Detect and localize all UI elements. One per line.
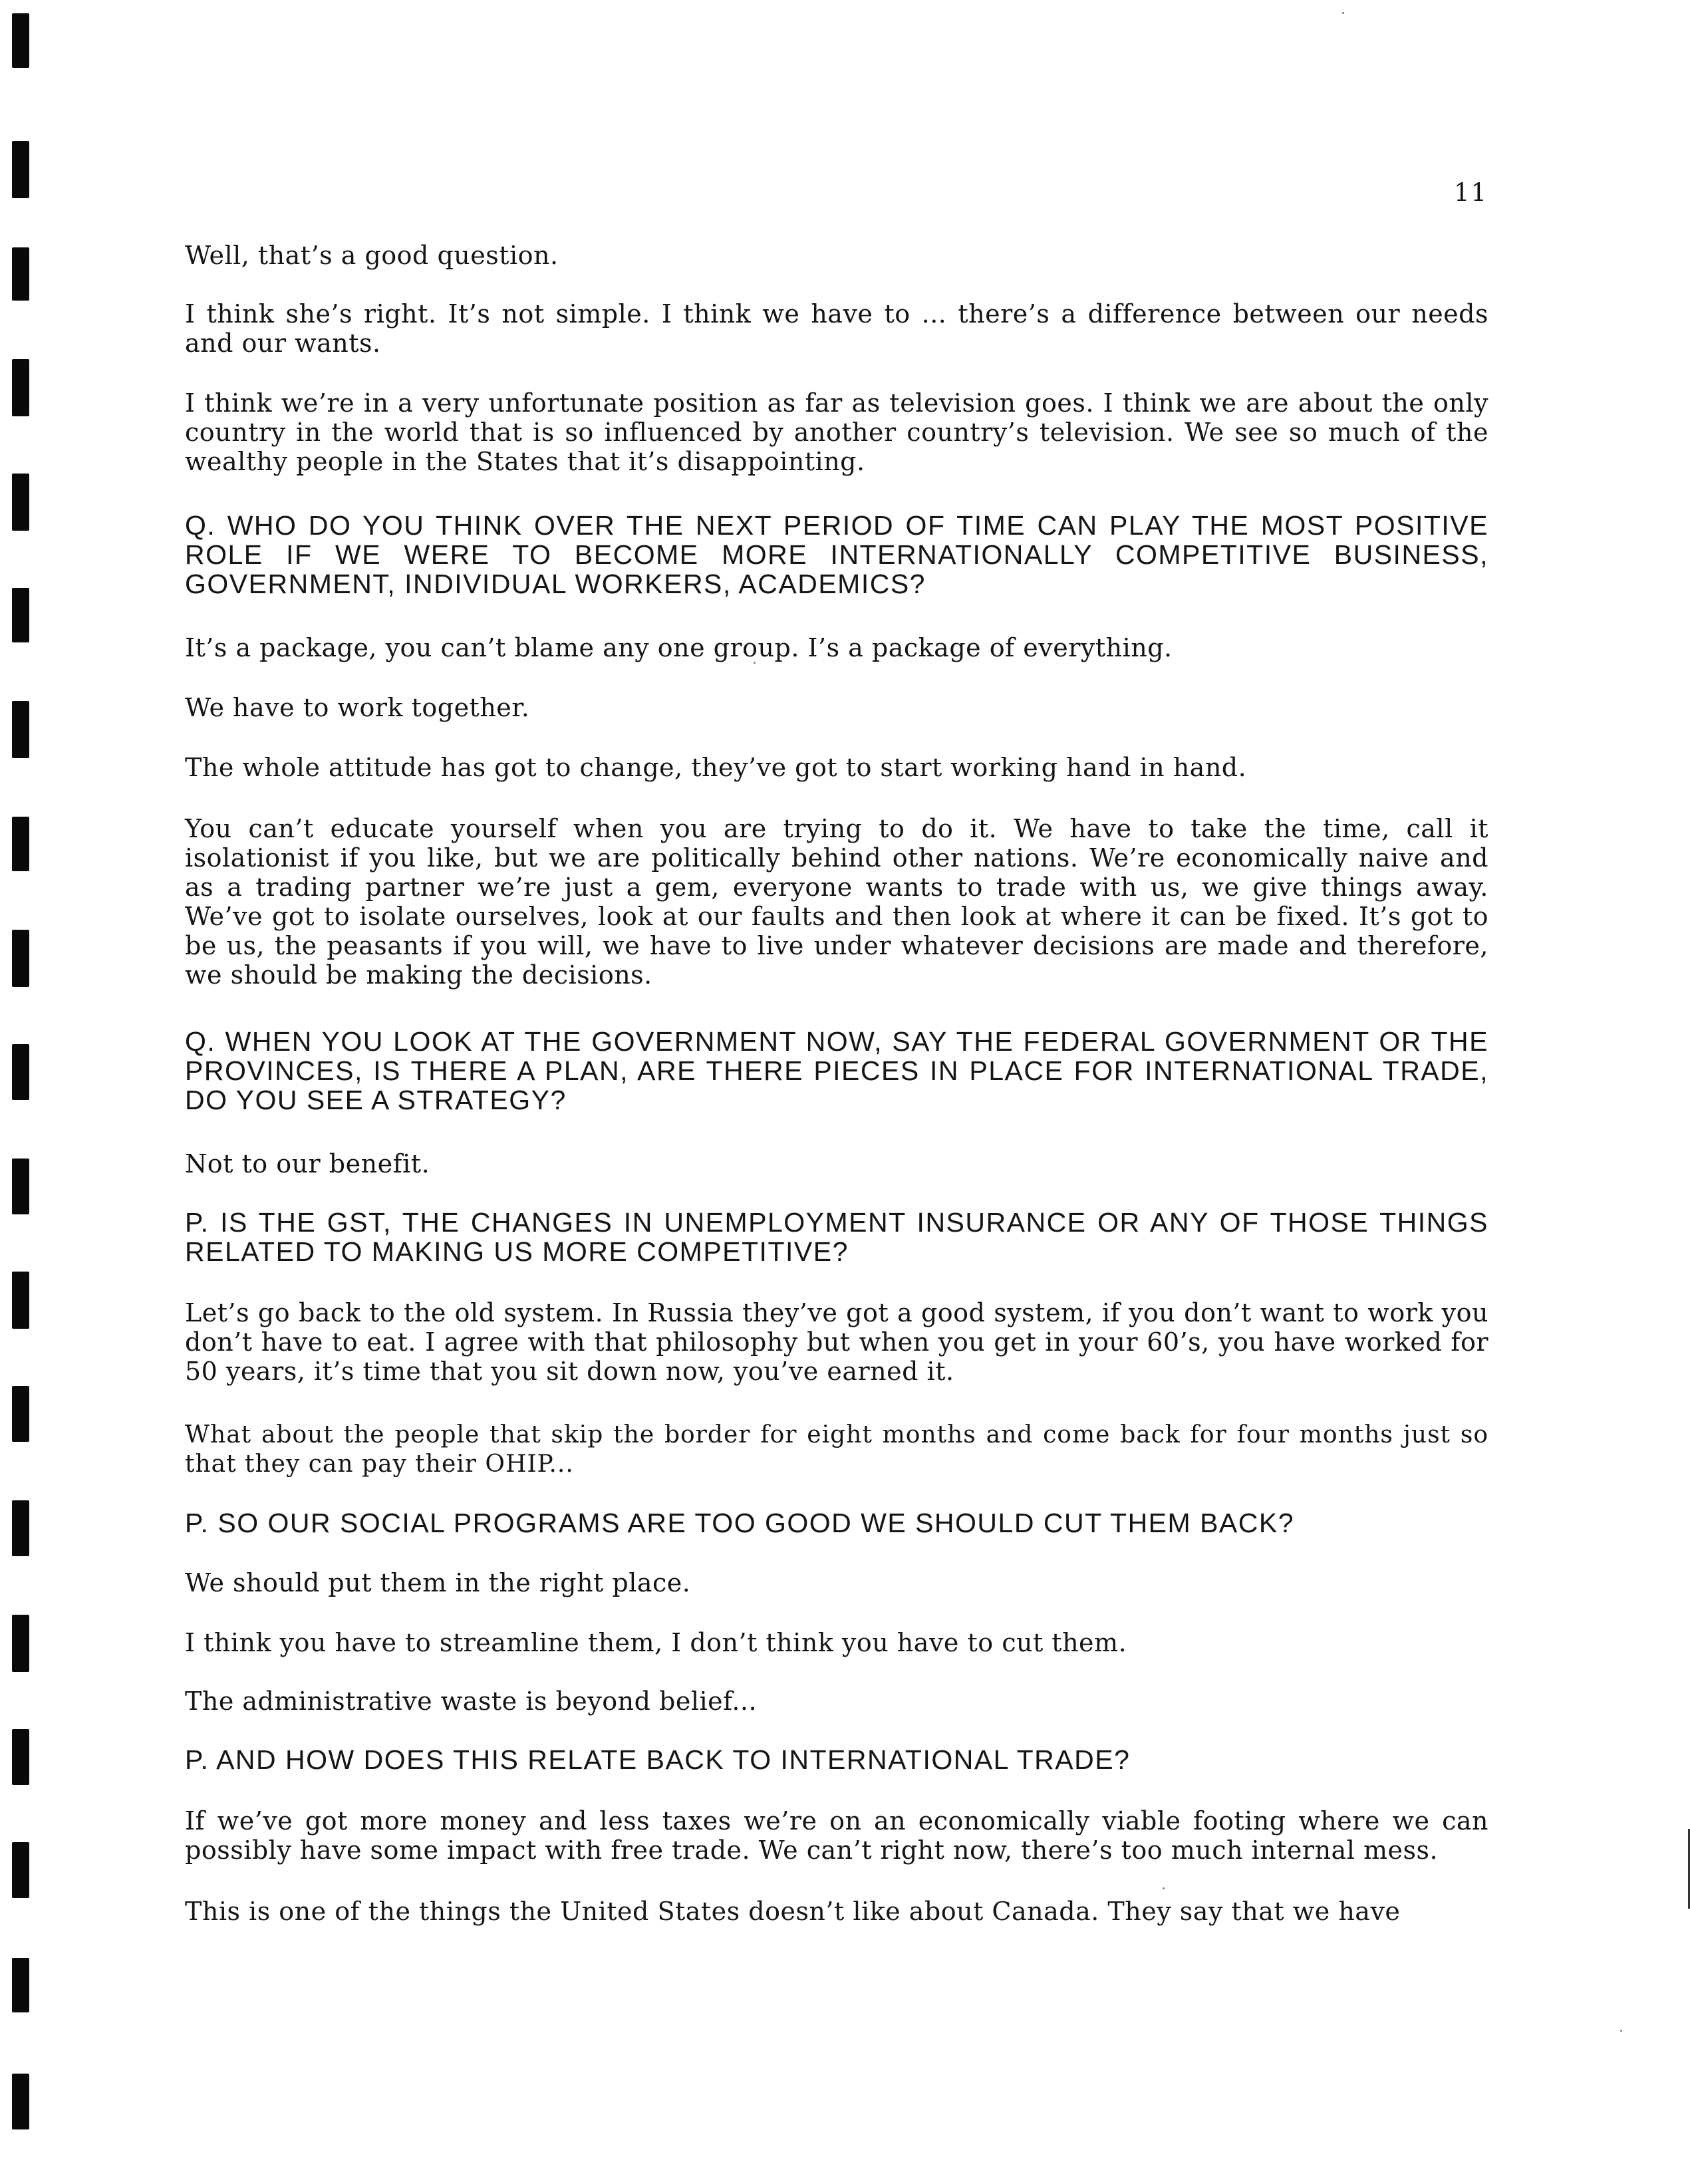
response-paragraph: I think we’re in a very unfortunate position as far as television goes. I think we are about the only country in the world that is so influenced by another country’s television. We see so much of the wealthy people in the States that it’s disappointing. (185, 388, 1488, 476)
binding-mark (12, 2074, 29, 2129)
response-paragraph: I think she’s right. It’s not simple. I think we have to ... there’s a difference between our needs and our wants. (185, 299, 1488, 358)
response-paragraph: I think you have to streamline them, I don’t think you have to cut them. (185, 1628, 1127, 1657)
scan-speck (1620, 2030, 1622, 2032)
response-paragraph: The whole attitude has got to change, they’ve got to start working hand in hand. (185, 753, 1247, 782)
binding-mark (12, 141, 29, 198)
response-paragraph: This is one of the things the United States doesn’t like about Canada. They say that we have (185, 1897, 1401, 1926)
interviewer-question: Q. WHO DO YOU THINK OVER THE NEXT PERIOD OF TIME CAN PLAY THE MOST POSITIVE ROLE IF WE WERE TO BECOME MORE INTERNATIONALLY COMPETITIVE BUSINESS, GOVERNMENT, INDIVIDUAL WORKERS, ACADEMICS? (185, 510, 1488, 599)
interviewer-question: P. IS THE GST, THE CHANGES IN UNEMPLOYMENT INSURANCE OR ANY OF THOSE THINGS RELATED TO MAKING US MORE COMPETITIVE? (185, 1207, 1488, 1267)
response-paragraph: Well, that’s a good question. (185, 241, 559, 270)
binding-mark (12, 1386, 29, 1442)
binding-mark (12, 817, 29, 871)
binding-mark (12, 474, 29, 531)
binding-mark (12, 1044, 29, 1100)
response-paragraph: Let’s go back to the old system. In Russia they’ve got a good system, if you don’t want to work you don’t have to eat. I agree with that philosophy but when you get in your 60’s, you have worked for 50 years, it’s time that you sit down now, you’ve earned it. (185, 1298, 1488, 1386)
binding-mark (12, 1842, 29, 1898)
binding-mark (12, 1958, 29, 2012)
response-paragraph: Not to our benefit. (185, 1149, 430, 1178)
response-paragraph: We have to work together. (185, 693, 530, 722)
binding-mark (12, 359, 29, 416)
binding-mark (12, 588, 29, 642)
binding-mark (12, 247, 29, 301)
response-paragraph: You can’t educate yourself when you are trying to do it. We have to take the time, call it isolationist if you like, but we are politically behind other nations. We’re economically naive and as a trading partner we’re just a gem, everyone wants to trade with us, we give things away. We’ve got to isolate ourselves, look at our faults and then look at where it can be fixed. It’s got to be us, the peasants if you will, we have to live under whatever decisions are made and therefore, we should be making the decisions. (185, 814, 1488, 990)
binding-mark (12, 1272, 29, 1329)
binding-mark (12, 930, 29, 987)
binding-mark (12, 1729, 29, 1785)
page-number: 11 (1454, 178, 1488, 207)
binding-mark (12, 1159, 29, 1214)
binding-mark (12, 1500, 29, 1556)
response-paragraph: What about the people that skip the border for eight months and come back for four months just so that they can pay their OHIP... (185, 1421, 1488, 1478)
response-paragraph: We should put them in the right place. (185, 1568, 691, 1597)
binding-mark (12, 701, 29, 758)
interviewer-question: P. AND HOW DOES THIS RELATE BACK TO INTERNATIONAL TRADE? (185, 1744, 1131, 1775)
scan-speck (1342, 12, 1344, 14)
binding-mark (12, 13, 29, 68)
interviewer-question: Q. WHEN YOU LOOK AT THE GOVERNMENT NOW, SAY THE FEDERAL GOVERNMENT OR THE PROVINCES, IS THERE A PLAN, ARE THERE PIECES IN PLACE FOR INTERNATIONAL TRADE, DO YOU SEE A STRATEGY? (185, 1026, 1488, 1115)
response-paragraph: It’s a package, you can’t blame any one group. I’s a package of everything. (185, 633, 1173, 662)
response-paragraph: The administrative waste is beyond belief... (185, 1687, 758, 1716)
interviewer-question: P. SO OUR SOCIAL PROGRAMS ARE TOO GOOD WE SHOULD CUT THEM BACK? (185, 1508, 1295, 1538)
binding-mark (12, 1615, 29, 1672)
scan-speck (1163, 1887, 1165, 1889)
response-paragraph: If we’ve got more money and less taxes we’re on an economically viable footing where we can possibly have some impact with free trade. We can’t right now, there’s too much internal mess. (185, 1806, 1488, 1865)
